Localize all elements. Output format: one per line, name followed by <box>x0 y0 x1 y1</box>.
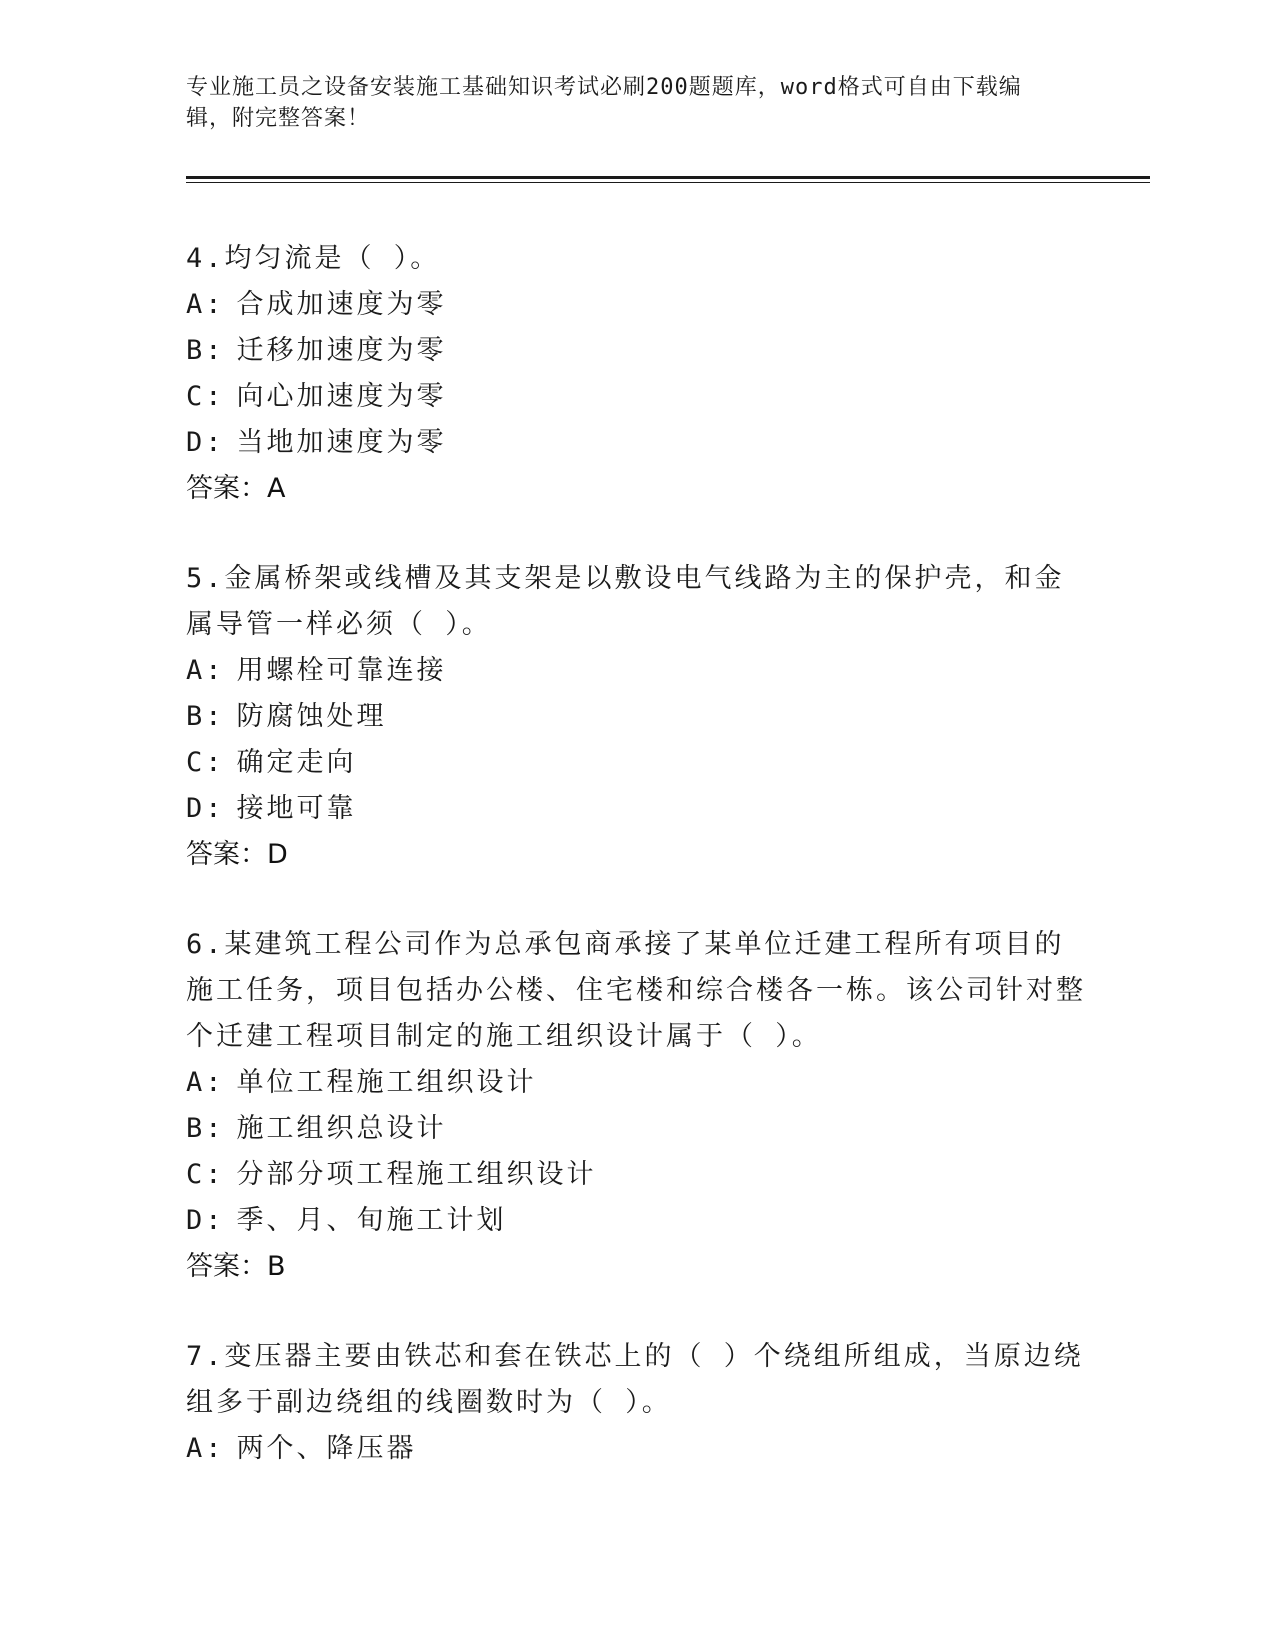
option-b <box>186 328 1086 374</box>
option-d <box>186 1198 1086 1244</box>
option-letter: C: <box>186 1159 225 1190</box>
question-stem: 5.金属桥架或线槽及其支架是以敷设电气线路为主的保护壳，和金属导管一样必须（ ）。 <box>186 563 1065 640</box>
option-text: 季、月、旬施工计划 <box>236 1205 507 1236</box>
option-c <box>186 374 1086 420</box>
option-letter: B: <box>186 1113 225 1144</box>
option-text: 两个、降压器 <box>236 1433 417 1464</box>
option-letter: B: <box>186 701 225 732</box>
option-letter: D: <box>186 793 225 824</box>
option-b <box>186 694 1086 740</box>
question-stem: 7.变压器主要由铁芯和套在铁芯上的（ ）个绕组所组成，当原边绕组多于副边绕组的线圈数时为（ ）。 <box>186 1341 1084 1418</box>
answer-line: 答案：A <box>186 473 286 504</box>
question-6 <box>186 922 1086 1290</box>
option-a <box>186 282 1086 328</box>
option-text: 向心加速度为零 <box>236 381 447 412</box>
option-letter: C: <box>186 381 225 412</box>
option-letter: B: <box>186 335 225 366</box>
option-text: 当地加速度为零 <box>236 427 447 458</box>
document-header: 专业施工员之设备安装施工基础知识考试必刷200题题库，word格式可自由下载编辑，附完整答案！ <box>186 75 1022 131</box>
option-text: 接地可靠 <box>236 793 357 824</box>
option-d <box>186 420 1086 466</box>
option-text: 单位工程施工组织设计 <box>236 1067 537 1098</box>
option-text: 分部分项工程施工组织设计 <box>236 1159 597 1190</box>
option-letter: D: <box>186 1205 225 1236</box>
question-list <box>186 236 1086 1516</box>
option-text: 确定走向 <box>236 747 357 778</box>
question-7 <box>186 1334 1086 1472</box>
answer-line: 答案：B <box>186 1251 286 1282</box>
option-letter: A: <box>186 1433 225 1464</box>
question-4 <box>186 236 1086 512</box>
question-stem: 4.均匀流是（ ）。 <box>186 243 441 274</box>
option-letter: A: <box>186 655 225 686</box>
option-letter: D: <box>186 427 225 458</box>
option-b <box>186 1106 1086 1152</box>
answer-line: 答案：D <box>186 839 288 870</box>
option-c <box>186 1152 1086 1198</box>
question-stem: 6.某建筑工程公司作为总承包商承接了某单位迁建工程所有项目的施工任务，项目包括办公楼、住宅楼和综合楼各一栋。该公司针对整个迁建工程项目制定的施工组织设计属于（ ）。 <box>186 929 1086 1052</box>
option-text: 防腐蚀处理 <box>236 701 387 732</box>
option-letter: A: <box>186 1067 225 1098</box>
option-a <box>186 1426 1086 1472</box>
option-text: 迁移加速度为零 <box>236 335 447 366</box>
header-divider-thin <box>186 182 1150 183</box>
option-text: 用螺栓可靠连接 <box>236 655 447 686</box>
option-text: 合成加速度为零 <box>236 289 447 320</box>
header-divider-thick <box>186 176 1150 179</box>
option-a <box>186 1060 1086 1106</box>
option-letter: A: <box>186 289 225 320</box>
option-d <box>186 786 1086 832</box>
question-5 <box>186 556 1086 878</box>
option-letter: C: <box>186 747 225 778</box>
option-a <box>186 648 1086 694</box>
option-c <box>186 740 1086 786</box>
option-text: 施工组织总设计 <box>236 1113 447 1144</box>
